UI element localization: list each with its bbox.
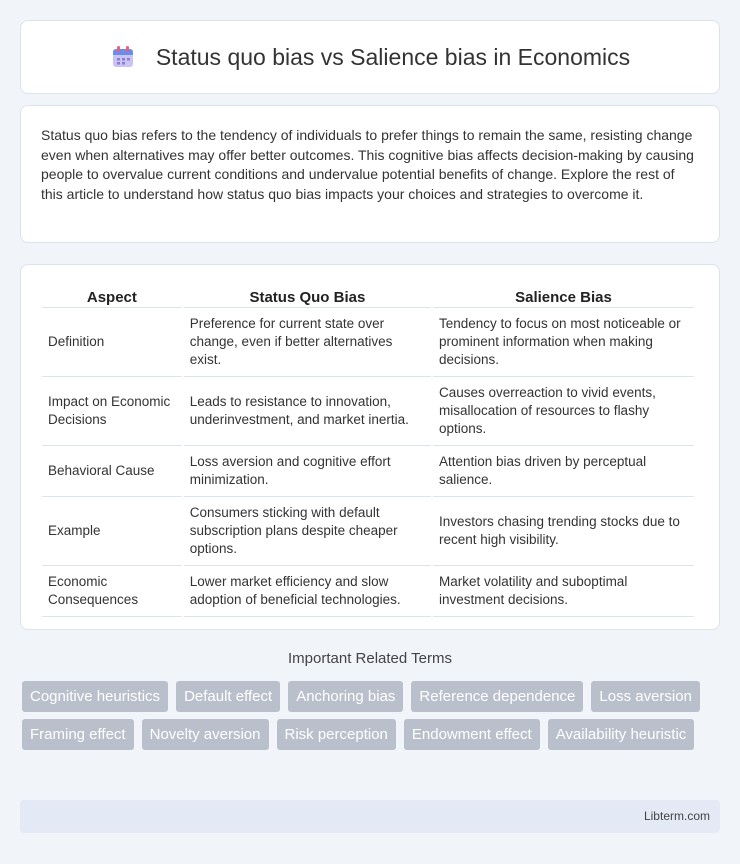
header-status-quo: Status Quo Bias <box>184 287 431 308</box>
calendar-icon <box>110 44 136 70</box>
cell-salience: Market volatility and suboptimal investment decisions. <box>433 566 694 617</box>
intro-card <box>20 105 720 243</box>
related-term-tag[interactable]: Framing effect <box>22 719 134 750</box>
intro-text: Status quo bias refers to the tendency of individuals to prefer things to remain the same, resisting change even when alternatives may offer better outcomes. This cognitive bias affects decision-making by causing people to overvalue current conditions and undervalue potential benefits of change. Explore the rest of this article to understand how status quo bias impacts your choices and strategies to overcome it. <box>41 127 694 202</box>
cell-salience: Tendency to focus on most noticeable or prominent information when making decisions. <box>433 308 694 377</box>
related-terms-list <box>22 681 702 750</box>
cell-salience: Investors chasing trending stocks due to recent high visibility. <box>433 497 694 566</box>
cell-aspect: Example <box>42 497 182 566</box>
table-row <box>42 446 694 497</box>
related-term-tag[interactable]: Cognitive heuristics <box>22 681 168 712</box>
table-header-row <box>42 287 694 308</box>
footer <box>20 800 720 833</box>
header-salience: Salience Bias <box>433 287 694 308</box>
related-term-tag[interactable]: Loss aversion <box>591 681 700 712</box>
related-term-tag[interactable]: Reference dependence <box>411 681 583 712</box>
table-row <box>42 308 694 377</box>
cell-status-quo: Preference for current state over change, even if better alternatives exist. <box>184 308 431 377</box>
cell-salience: Causes overreaction to vivid events, misallocation of resources to flashy options. <box>433 377 694 446</box>
comparison-table <box>40 287 696 617</box>
cell-salience: Attention bias driven by perceptual salience. <box>433 446 694 497</box>
related-term-tag[interactable]: Risk perception <box>277 719 396 750</box>
cell-status-quo: Leads to resistance to innovation, underinvestment, and market inertia. <box>184 377 431 446</box>
related-term-tag[interactable]: Endowment effect <box>404 719 540 750</box>
page-title: Status quo bias vs Salience bias in Economics <box>155 43 631 70</box>
footer-site-link[interactable]: Libterm.com <box>643 809 710 823</box>
related-terms-title: Important Related Terms <box>288 650 452 667</box>
table-row <box>42 497 694 566</box>
header-card <box>20 20 720 94</box>
related-term-tag[interactable]: Default effect <box>176 681 280 712</box>
related-term-tag[interactable]: Anchoring bias <box>288 681 403 712</box>
cell-aspect: Behavioral Cause <box>42 446 182 497</box>
cell-aspect: Impact on Economic Decisions <box>42 377 182 446</box>
table-row <box>42 377 694 446</box>
cell-status-quo: Loss aversion and cognitive effort minimization. <box>184 446 431 497</box>
cell-status-quo: Lower market efficiency and slow adoption of beneficial technologies. <box>184 566 431 617</box>
table-row <box>42 566 694 617</box>
related-term-tag[interactable]: Novelty aversion <box>142 719 269 750</box>
related-term-tag[interactable]: Availability heuristic <box>548 719 695 750</box>
comparison-table-card <box>20 264 720 630</box>
cell-status-quo: Consumers sticking with default subscription plans despite cheaper options. <box>184 497 431 566</box>
cell-aspect: Definition <box>42 308 182 377</box>
header-aspect: Aspect <box>42 287 182 308</box>
cell-aspect: Economic Consequences <box>42 566 182 617</box>
